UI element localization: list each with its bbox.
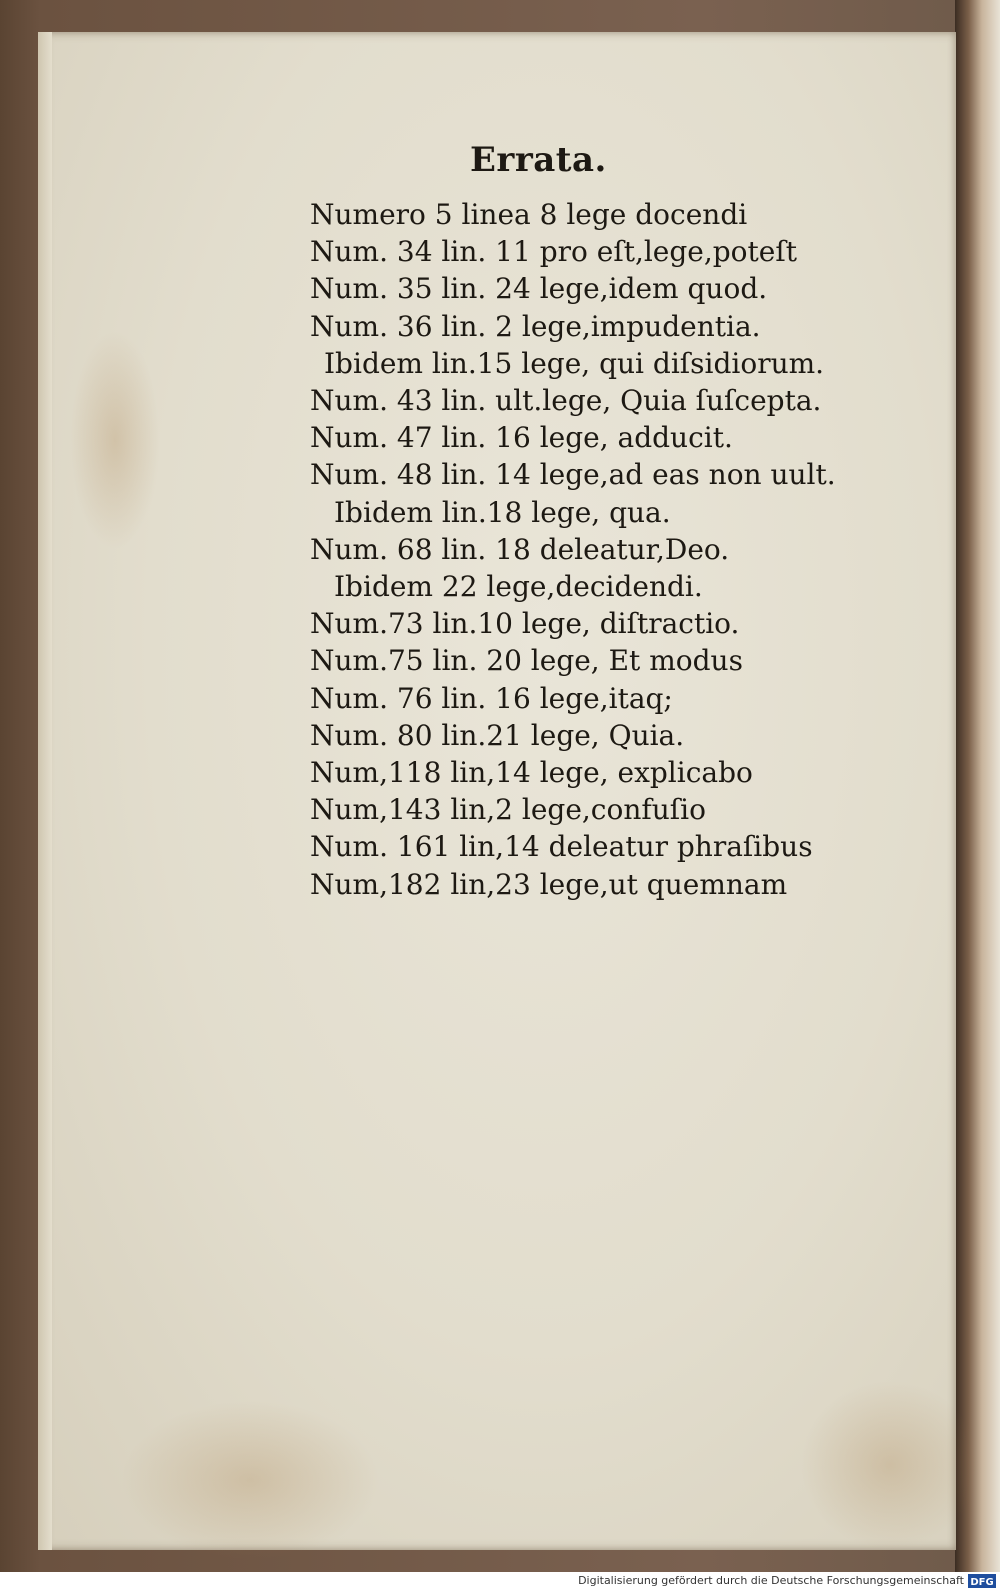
errata-entry: Num. 68 lin. 18 deleatur,Deo. <box>310 532 730 566</box>
page-edge <box>38 32 52 1550</box>
errata-entry: Num.75 lin. 20 lege, Et modus <box>310 644 743 678</box>
errata-entry: Num. 76 lin. 16 lege,itaq; <box>310 681 673 715</box>
errata-entry: Num. 35 lin. 24 lege,idem quod. <box>310 272 768 306</box>
errata-entry: Ibidem lin.15 lege, qui diſsidiorum. <box>324 346 825 380</box>
errata-entry: Num. 80 lin.21 lege, Quia. <box>310 718 685 752</box>
funding-credit: Digitalisierung gefördert durch die Deutsche Forschungsgemeinschaft <box>578 1574 964 1587</box>
errata-entry: Num. 161 lin,14 deleatur phraſibus <box>310 830 813 864</box>
errata-entry: Num. 34 lin. 11 pro eſt,lege,poteſt <box>310 235 797 269</box>
book-board-edge <box>955 0 1000 1572</box>
page-title: Errata. <box>470 140 607 180</box>
errata-entry: Numero 5 linea 8 lege docendi <box>310 198 748 231</box>
errata-entry: Num,182 lin,23 lege,ut quemnam <box>310 867 788 901</box>
errata-entry: Num.73 lin.10 lege, diſtractio. <box>310 607 740 641</box>
water-stain <box>800 1380 980 1550</box>
errata-entry: Num. 47 lin. 16 lege, adducit. <box>310 421 733 455</box>
water-stain <box>70 330 160 550</box>
dfg-logo-icon <box>968 1574 996 1588</box>
water-stain <box>120 1400 380 1560</box>
errata-entry: Num. 48 lin. 14 lege,ad eas non uult. <box>310 458 836 492</box>
digitization-footer <box>0 1572 1000 1590</box>
errata-entry: Ibidem 22 lege,decidendi. <box>334 570 703 604</box>
errata-entry: Num. 36 lin. 2 lege,impudentia. <box>310 309 761 343</box>
errata-entry: Ibidem lin.18 lege, qua. <box>334 495 671 529</box>
dfg-logo-text: DFG <box>970 1577 994 1588</box>
errata-entry: Num,118 lin,14 lege, explicabo <box>310 756 753 790</box>
errata-list <box>310 196 836 903</box>
errata-entry: Num,143 lin,2 lege,confuſio <box>310 793 706 827</box>
errata-entry: Num. 43 lin. ult.lege, Quia ſuſcepta. <box>310 384 822 418</box>
